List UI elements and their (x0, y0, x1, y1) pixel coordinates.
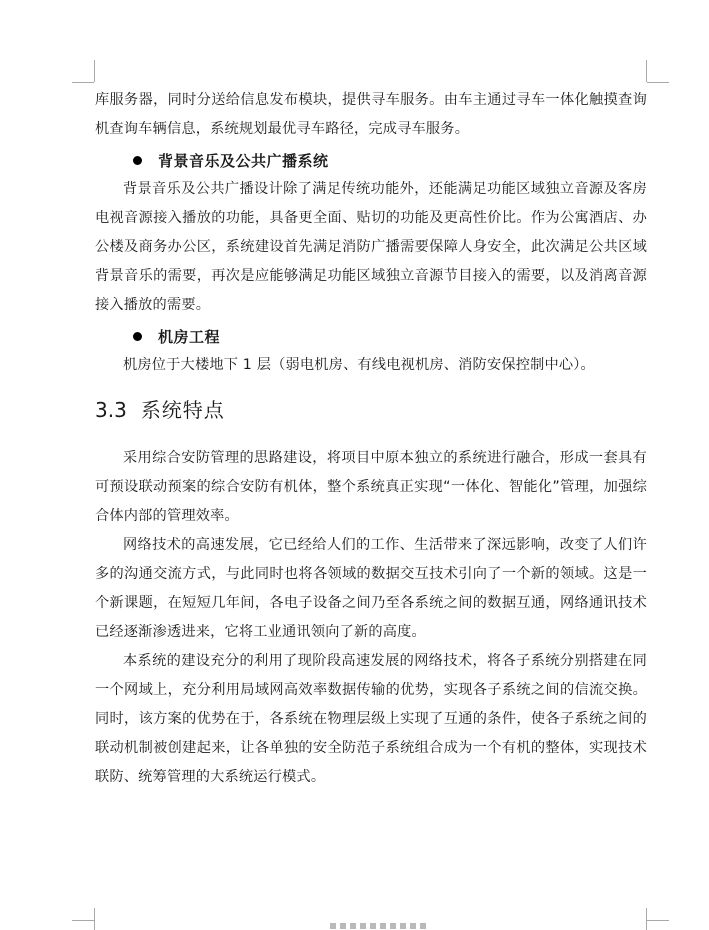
crop-mark-top-right-horizontal (647, 82, 669, 83)
bullet-heading-broadcast (95, 145, 647, 175)
crop-mark-top-right-vertical (646, 60, 647, 82)
page-body (95, 86, 647, 792)
section-paragraph: 网络技术的高速发展，它已经给人们的工作、生活带来了深远影响，改变了人们许多的沟通交流方式，与此同时也将各领域的数据交互技术引向了一个新的领域。这是一个新课题，在短短几年间，各电子设备之间乃至各系统之间的数据互通，网络通讯技术已经逐渐渗透进来，它将工业通讯领向了新的高度。 (95, 537, 647, 640)
section-paragraph: 本系统的建设充分的利用了现阶段高速发展的网络技术，将各子系统分别搭建在同一个网域上，充分利用局域网高效率数据传输的优势，实现各子系统之间的信流交换。同时，该方案的优势在于，各系统在物理层级上实现了互通的条件，使各子系统之间的联动机制被创建起来，让各单独的安全防范子系统组合成为一个有机的整体，实现技术联防、统筹管理的大系统运行模式。 (95, 653, 647, 785)
crop-mark-top-left-horizontal (72, 82, 94, 83)
bullet-heading-machine-room (95, 321, 647, 351)
section-heading (95, 394, 647, 438)
crop-mark-top-left-vertical (94, 60, 95, 82)
crop-mark-bottom-left-horizontal (72, 920, 94, 921)
paragraph-continuation: 库服务器，同时分送给信息发布模块，提供寻车服务。由车主通过寻车一体化触摸查询机查询车辆信息，系统规划最优寻车路径，完成寻车服务。 (95, 92, 647, 137)
bullet-dot-icon (133, 332, 142, 341)
bullet-title: 机房工程 (158, 327, 221, 346)
bullet-title: 背景音乐及公共广播系统 (158, 151, 329, 170)
crop-mark-bottom-right-vertical (646, 908, 647, 930)
section-paragraph: 采用综合安防管理的思路建设，将项目中原本独立的系统进行融合，形成一套具有可预设联动预案的综合安防有机体，整个系统真正实现“一体化、智能化”管理，加强综合体内部的管理效率。 (95, 450, 647, 524)
crop-mark-bottom-right-horizontal (647, 920, 669, 921)
paragraph-machine-room: 机房位于大楼地下 1 层（弱电机房、有线电视机房、消防安保控制中心）。 (123, 357, 595, 373)
bullet-dot-icon (133, 156, 142, 165)
footer-page-mark (330, 923, 430, 929)
paragraph-broadcast: 背景音乐及公共广播设计除了满足传统功能外，还能满足功能区域独立音源及客房电视音源接入播放的功能，具备更全面、贴切的功能及更高性价比。作为公寓酒店、办公楼及商务办公区，系统建设首先满足消防广播需要保障人身安全，此次满足公共区域背景音乐的需要，再次是应能够满足功能区域独立音源节目接入的需要，以及消离音源接入播放的需要。 (95, 181, 647, 313)
section-number: 3.3 (95, 398, 127, 422)
section-title: 系统特点 (140, 398, 225, 422)
crop-mark-bottom-left-vertical (94, 908, 95, 930)
